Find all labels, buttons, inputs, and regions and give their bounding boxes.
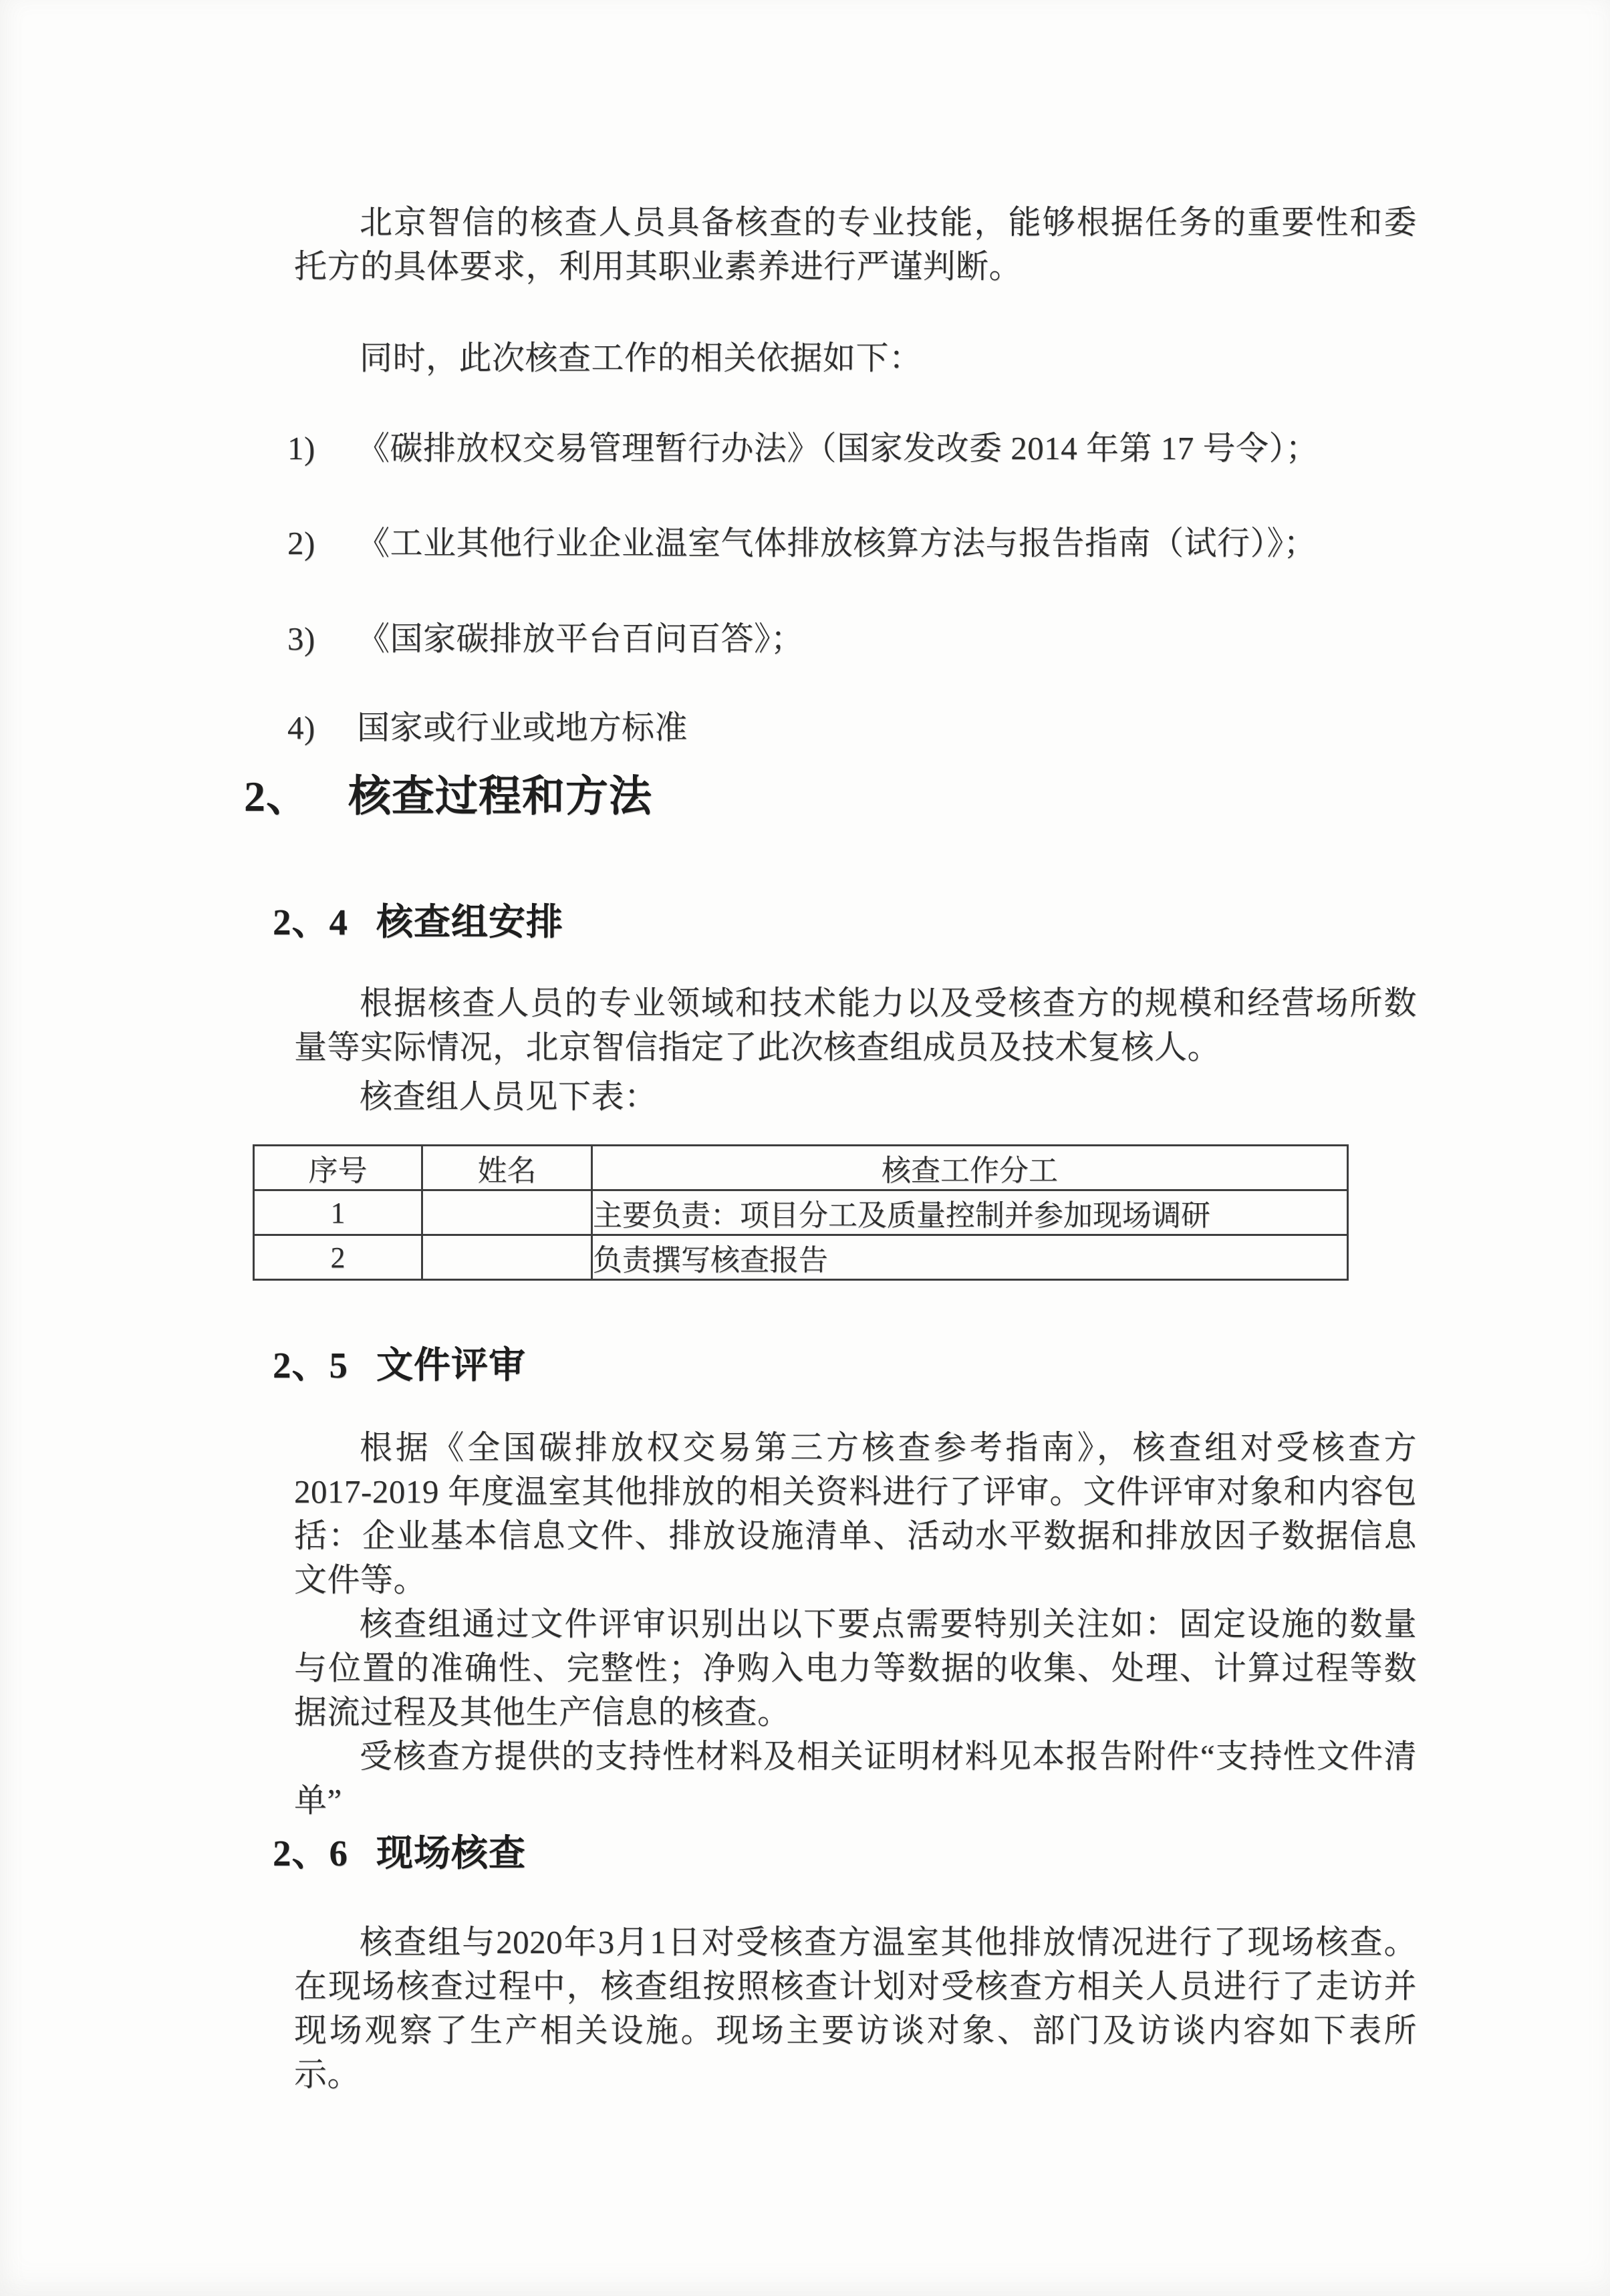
- paragraph-onsite-verification-text: 核查组与2020年3月1日对受核查方温室其他排放情况进行了现场核查。在现场核查过程中，核查组按照核查计划对受核查方相关人员进行了走访并现场观察了生产相关设施。现场主要访谈对象、部门及访谈内容如下表所示。: [294, 1924, 1417, 2093]
- basis-list-item-4: [287, 707, 1417, 749]
- subsection-title: 文件评审: [376, 1345, 527, 1386]
- subsection-heading-document-review: [273, 1335, 526, 1388]
- section-title: 核查过程和方法: [348, 773, 652, 820]
- cell-index: 2: [254, 1235, 422, 1280]
- cell-name: [422, 1235, 592, 1280]
- subsection-title: 核查组安排: [376, 902, 564, 942]
- cell-name: [422, 1190, 592, 1235]
- paragraph-team-basis: [294, 981, 1417, 1119]
- paragraph-auditor-skills: [294, 201, 1417, 289]
- paragraph-supporting-materials: 受核查方提供的支持性材料及相关证明材料见本报告附件“支持性文件清单”: [294, 1738, 1417, 1819]
- paragraph-basis-intro-text: 同时，此次核查工作的相关依据如下：: [360, 340, 922, 376]
- document-review-paragraphs: [294, 1426, 1417, 1823]
- subsection-number: 2、4: [273, 902, 349, 942]
- subsection-title: 现场核查: [376, 1833, 527, 1874]
- subsection-heading-onsite-verification: [273, 1823, 526, 1876]
- basis-list-item-3: [287, 618, 1417, 660]
- basis-item-marker: 4): [287, 709, 315, 746]
- basis-list-item-1: [287, 428, 1417, 469]
- table-row: [254, 1190, 1348, 1235]
- paragraph-onsite-verification: [294, 1920, 1417, 2097]
- basis-list-item-2: [287, 523, 1417, 564]
- section-number: 2、: [244, 773, 309, 820]
- subsection-number: 2、5: [273, 1345, 349, 1386]
- paragraph-auditor-skills-text: 北京智信的核查人员具备核查的专业技能，能够根据任务的重要性和委托方的具体要求，利用其职业素养进行严谨判断。: [294, 204, 1417, 285]
- col-header-index: 序号: [254, 1146, 422, 1190]
- subsection-heading-team-arrangement: [273, 892, 563, 945]
- basis-item-text: 《碳排放权交易管理暂行办法》（国家发改委 2014 年第 17 号令）；: [357, 430, 1319, 467]
- basis-item-text: 国家或行业或地方标准: [357, 709, 688, 746]
- cell-index: 1: [254, 1190, 422, 1235]
- subsection-number: 2、6: [273, 1833, 349, 1874]
- paragraph-table-note: 核查组人员见下表：: [360, 1078, 658, 1115]
- basis-item-marker: 1): [287, 430, 315, 467]
- paragraph-team-basis-text: 根据核查人员的专业领域和技术能力以及受核查方的规模和经营场所数量等实际情况，北京智信指定了此次核查组成员及技术复核人。: [294, 985, 1417, 1065]
- col-header-duty: 核查工作分工: [592, 1146, 1348, 1190]
- basis-item-text: 《国家碳排放平台百问百答》；: [357, 620, 804, 657]
- cell-duty: 负责撰写核查报告: [592, 1235, 1348, 1280]
- cell-duty: 主要负责：项目分工及质量控制并参加现场调研: [592, 1190, 1348, 1235]
- table-row: [254, 1235, 1348, 1280]
- paragraph-key-points: 核查组通过文件评审识别出以下要点需要特别关注如：固定设施的数量与位置的准确性、完整性；净购入电力等数据的收集、处理、计算过程等数据流过程及其他生产信息的核查。: [294, 1606, 1417, 1731]
- basis-item-marker: 2): [287, 525, 315, 561]
- basis-item-marker: 3): [287, 620, 315, 657]
- team-table: [253, 1144, 1349, 1281]
- paragraph-basis-intro: [294, 336, 1417, 380]
- paragraph-document-review: 根据《全国碳排放权交易第三方核查参考指南》，核查组对受核查方 2017-2019 年度温室其他排放的相关资料进行了评审。文件评审对象和内容包括：企业基本信息文件、排放设施清单、活动水平数据和排放因子数据信息文件等。: [294, 1429, 1417, 1598]
- section-heading-verification-process: [244, 762, 652, 823]
- team-table-header-row: [254, 1146, 1348, 1190]
- col-header-name: 姓名: [422, 1146, 592, 1190]
- basis-item-text: 《工业其他行业企业温室气体排放核算方法与报告指南（试行）》；: [357, 525, 1317, 561]
